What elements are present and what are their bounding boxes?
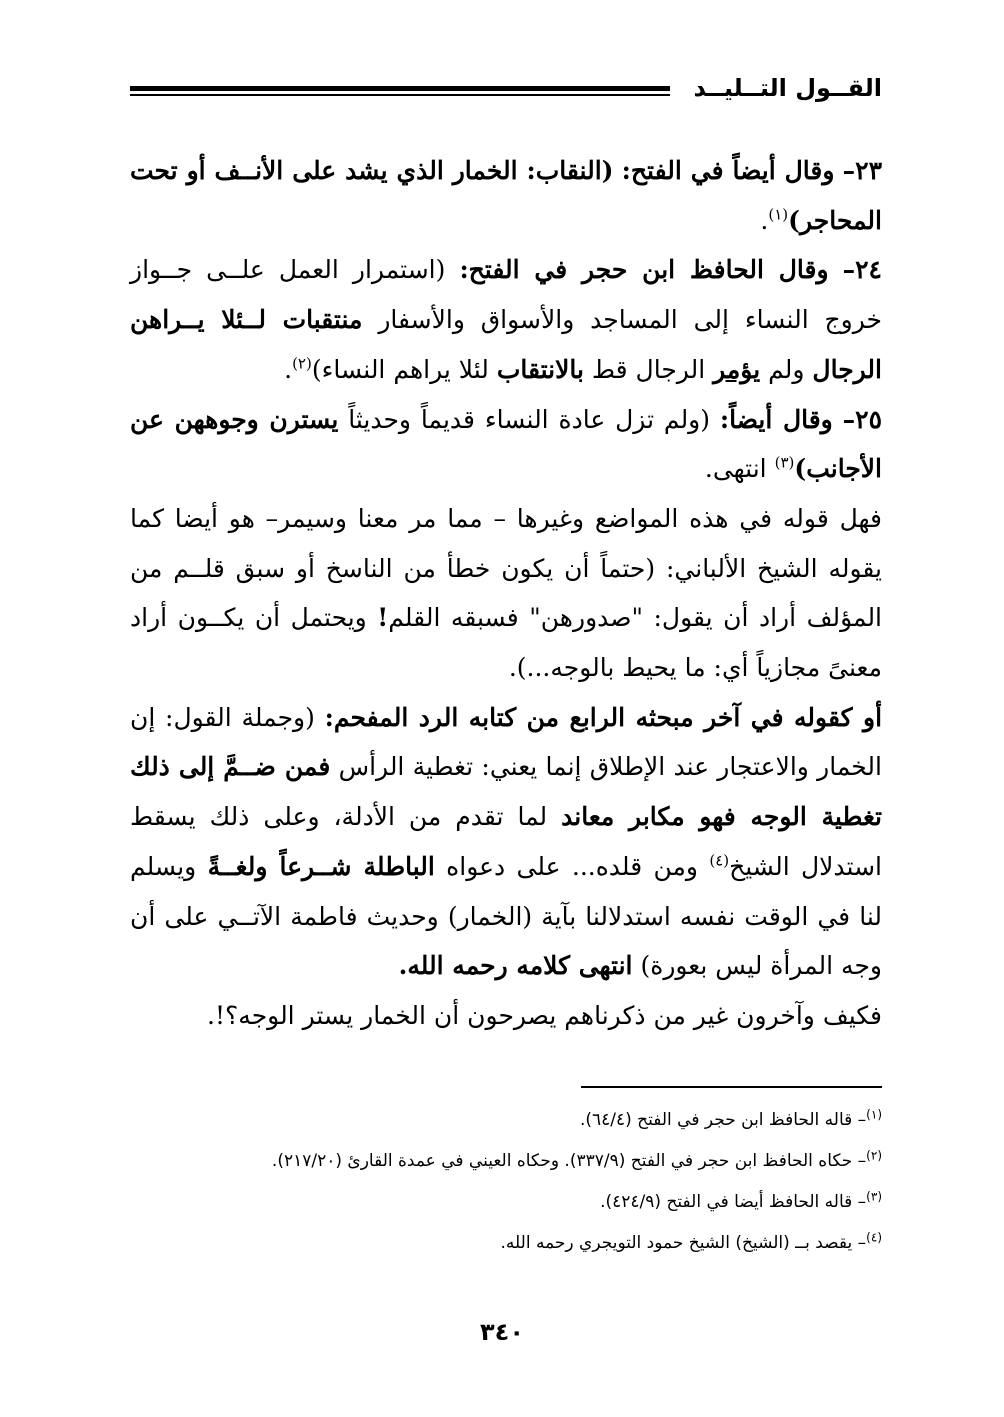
text-run: ويسلم لنا في الوقت نفسه استدلالنا بآية (الخمار) وحديث فاطمة الآتــي على أن وجه المرأة ليس بعورة) xyxy=(130,851,882,981)
footnote-text: – حكاه الحافظ ابن حجر في الفتح (٣٣٧/٩). وحكاه العيني في عمدة القارئ (٢١٧/٢٠). xyxy=(271,1151,867,1171)
page-number: ٣٤٠ xyxy=(480,1318,524,1346)
header-rule-thin xyxy=(130,94,670,96)
footnote-ref[interactable]: (٢) xyxy=(292,354,312,373)
text-run: (وجملة القول: إن الخمار والاعتجار عند الإطلاق إنما يعني: تغطية الرأس xyxy=(130,702,882,782)
footnote-text: – قاله الحافظ أيضا في الفتح (٤٢٤/٩). xyxy=(600,1192,867,1212)
emphasis: ! xyxy=(377,603,389,633)
paragraph-quote-albani xyxy=(130,693,882,991)
emphasis: أو كقوله في آخر مبحثه الرابع من كتابه الرد المفحم: xyxy=(324,702,883,732)
quote-intro: وقال أيضاً في الفتح: xyxy=(621,156,835,185)
footnote-ref[interactable]: (١) xyxy=(768,205,789,224)
footnote-marker: (١) xyxy=(866,1107,882,1122)
quote-text: (النقاب: الخمار الذي يشد على الأنــف أو تحت المحاجر) xyxy=(130,156,882,235)
text-run: (استمرار العمل علــى جــواز خروج النساء إلى المساجد والأسواق والأسفار xyxy=(130,255,882,335)
item-number: ٢٥– xyxy=(842,404,882,434)
footnote-marker: (٤) xyxy=(866,1230,882,1245)
text-run: انتهى. xyxy=(704,454,767,484)
paragraph-commentary xyxy=(130,494,882,693)
text-run: ولم xyxy=(768,354,805,384)
text-run: فهل قوله في هذه المواضع وغيرها – مما مر معنا وسيمر– هو أيضا كما يقوله الشيخ الألباني: (حتماً أن يكون خطأ من الناسخ أو سبق قلــم من المؤلف أراد أن يقول: "صدورهن" فسبقه القلم xyxy=(130,503,883,633)
footnote-4 xyxy=(130,1223,882,1264)
footnote-ref[interactable]: (٣) xyxy=(774,453,795,472)
emphasis: بالانتقاب xyxy=(496,354,584,384)
emphasis: انتهى كلامه رحمه الله. xyxy=(398,951,633,981)
text-run: ومن قلده... على دعواه xyxy=(446,851,698,881)
text-run: (ولم تزل عادة النساء قديماً وحديثاً xyxy=(348,404,711,434)
text-run: فكيف وآخرون غير من ذكرناهم يصرحون أن الخمار يستر الوجه؟!. xyxy=(207,1000,882,1030)
footnote-separator xyxy=(581,1086,882,1088)
footnote-text: – يقصد بــ (الشيخ) الشيخ حمود التويجري رحمه الله. xyxy=(500,1233,867,1253)
item-number: ٢٣– xyxy=(842,156,882,185)
item-number: ٢٤– xyxy=(842,255,882,285)
quote-intro: وقال أيضاً: xyxy=(719,404,833,434)
paragraph-24 xyxy=(130,245,882,394)
footnote-text: – قاله الحافظ ابن حجر في الفتح (٦٤/٤). xyxy=(579,1110,867,1130)
paragraph-conclusion xyxy=(130,991,882,1041)
paragraph-25 xyxy=(130,395,882,494)
punctuation: . xyxy=(284,354,293,384)
running-header xyxy=(130,72,882,106)
emphasis: الباطلة شــرعاً ولغــةً xyxy=(207,851,435,881)
footnotes xyxy=(130,1100,882,1264)
emphasis: فمن ضــمَّ إلى ذلك تغطية الوجه فهو مكابر معاند xyxy=(130,752,883,832)
text-run: لما تقدم من الأدلة، وعلى ذلك يسقط استدلال الشيخ xyxy=(130,802,882,881)
emphasis: يسترن وجوههن عن الأجانب) xyxy=(130,404,882,484)
footnote-ref[interactable]: (٤) xyxy=(709,851,730,870)
header-rule-thick xyxy=(130,86,670,91)
body-text xyxy=(130,146,882,1041)
footnote-marker: (٢) xyxy=(866,1148,882,1163)
text-run: ويحتمل أن يكــون أراد معنىً مجازياً أي: ما يحيط بالوجه...). xyxy=(130,603,882,683)
text-run: الرجال قط xyxy=(591,354,706,384)
paragraph-23 xyxy=(130,146,882,245)
footnote-1 xyxy=(130,1100,882,1141)
footnote-3 xyxy=(130,1182,882,1223)
header-title: القــول التــليــد xyxy=(693,74,882,102)
text-run: لئلا يراهم النساء) xyxy=(311,354,489,384)
emphasis: منتقبات لــئلا يــراهن الرجال xyxy=(130,305,882,384)
footnote-marker: (٣) xyxy=(866,1189,882,1204)
punctuation: . xyxy=(760,205,769,235)
quote-intro: وقال الحافظ ابن حجر في الفتح: xyxy=(459,255,829,285)
emphasis-underlined: يؤمر xyxy=(713,354,761,384)
footnote-2 xyxy=(130,1141,882,1182)
